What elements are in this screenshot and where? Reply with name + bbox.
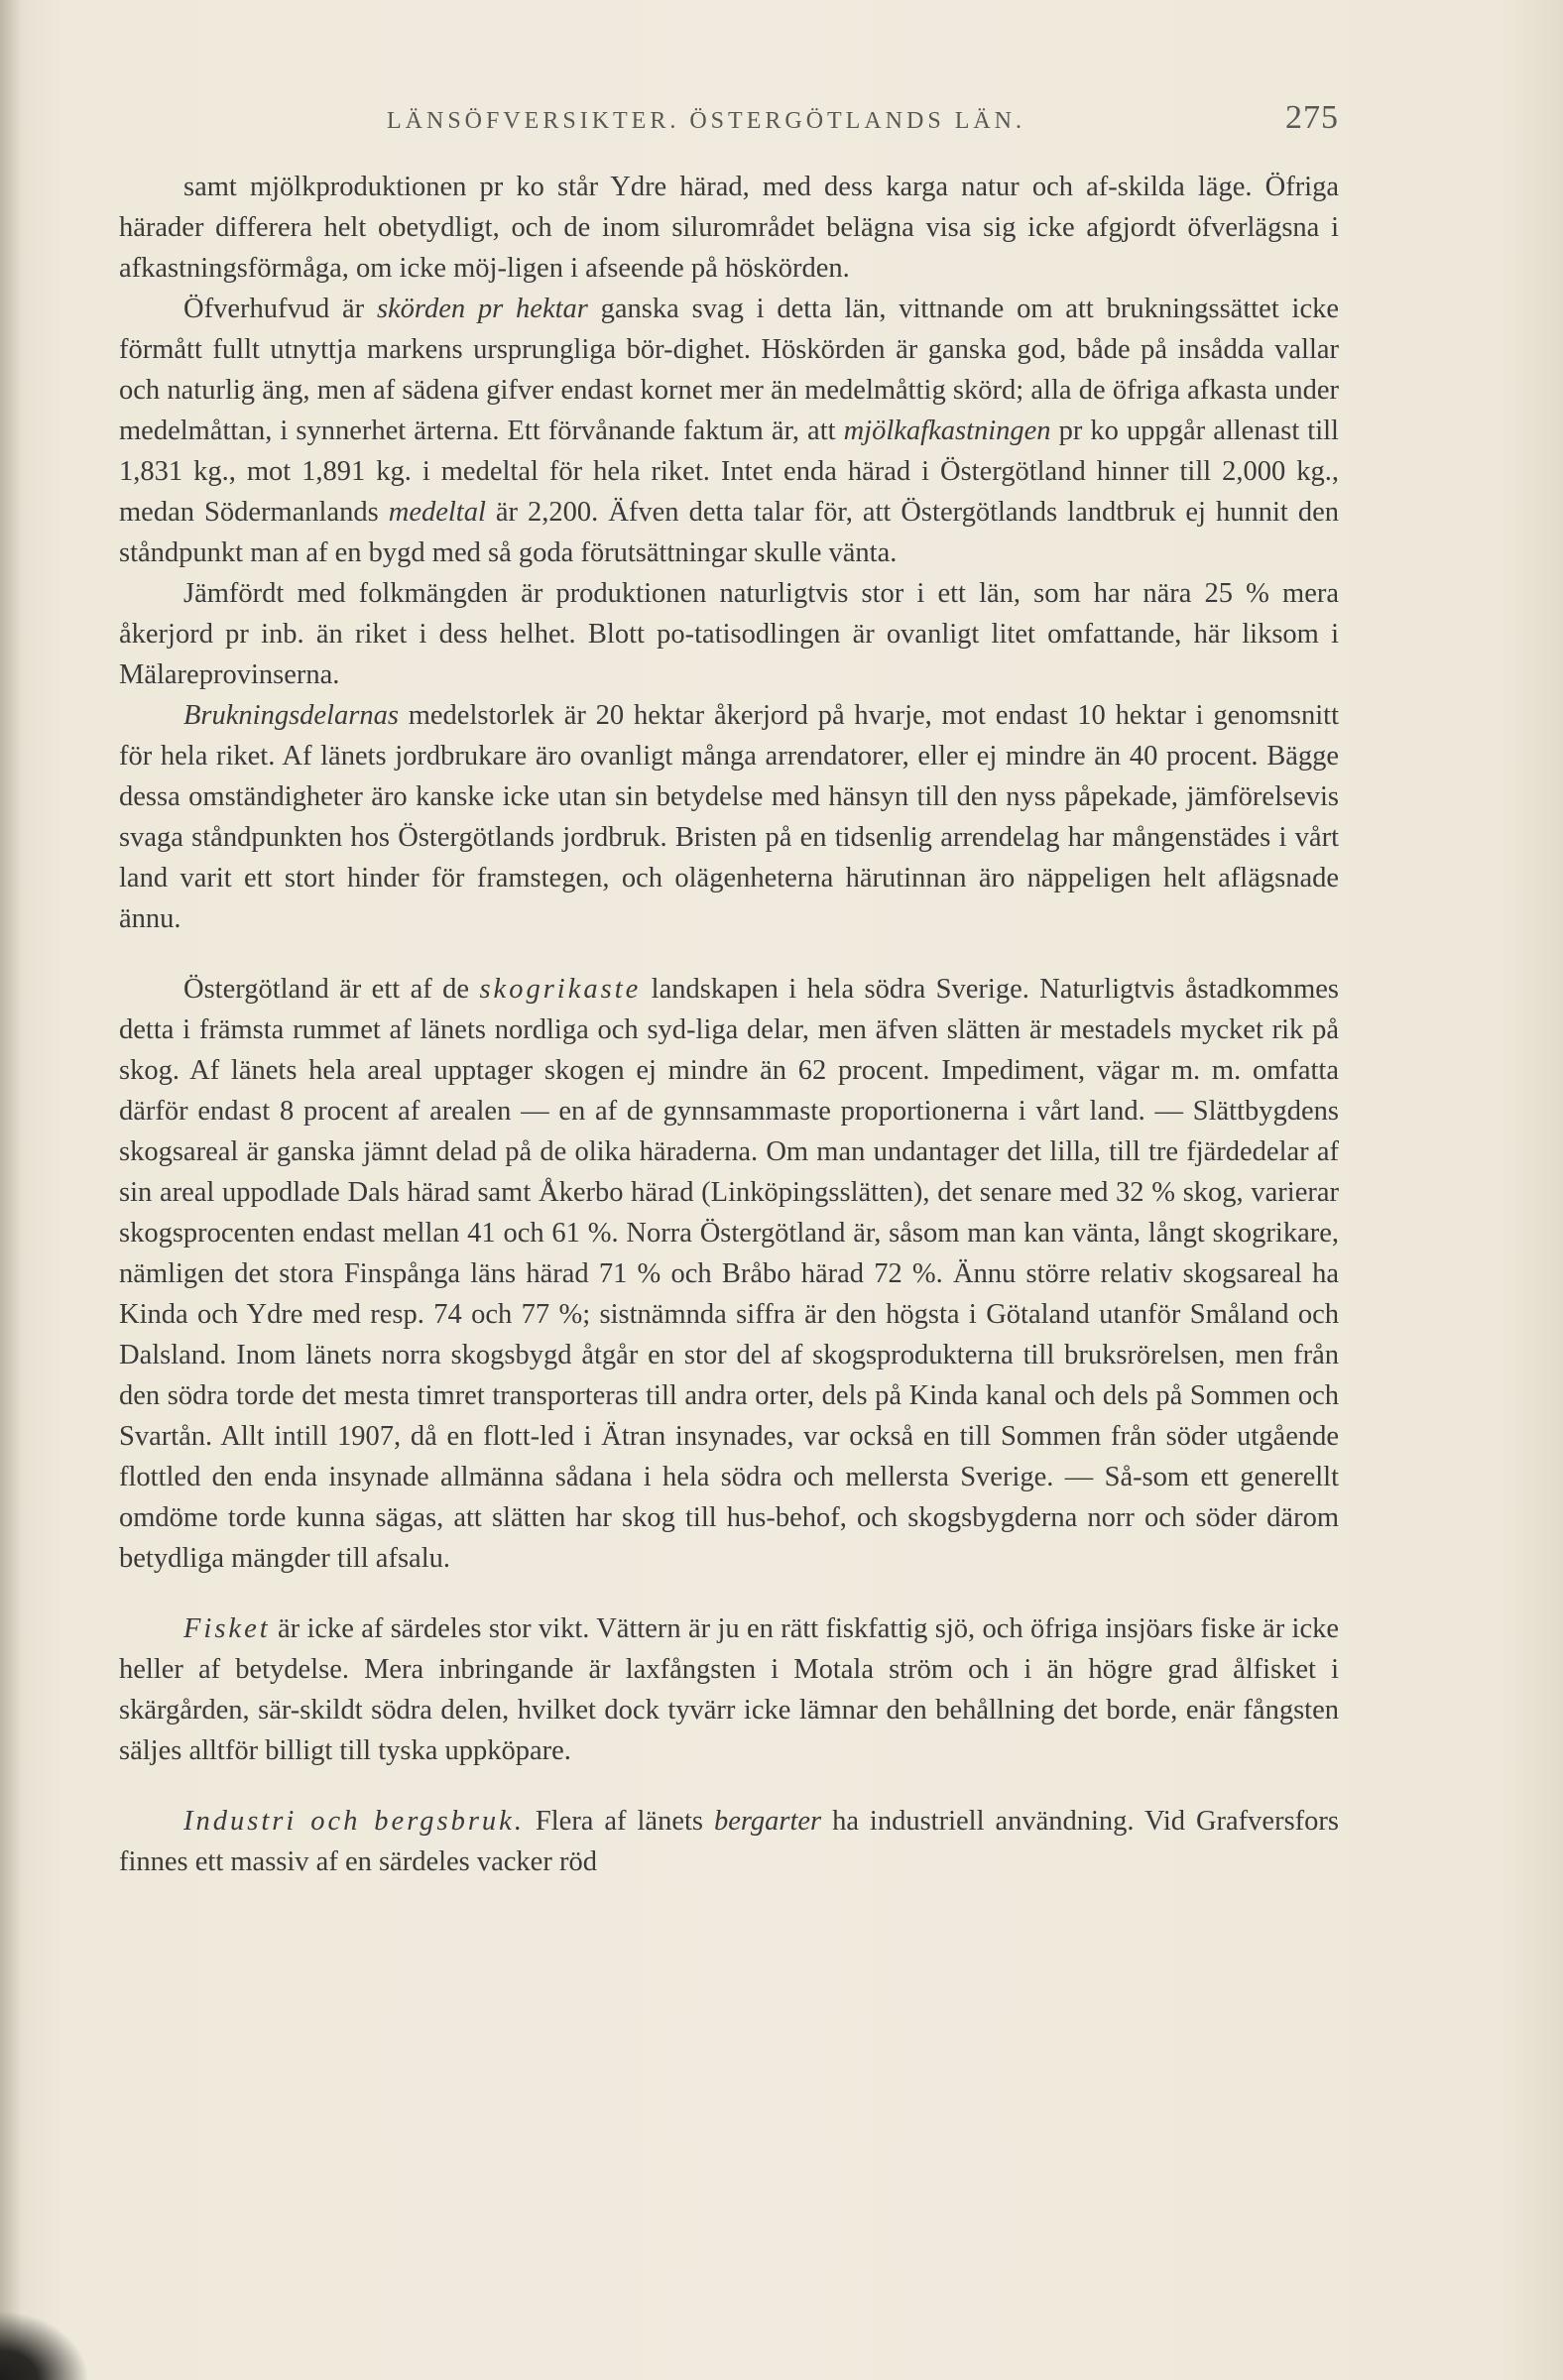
text-run: är 2,200. Äfven detta talar för, att Östergötlands landtbruk ej hunnit den ståndpunkt man af en bygd med så goda förutsättningar skulle vänta. xyxy=(119,497,1339,568)
text-run: Flera af länets xyxy=(524,1806,714,1837)
spaced-heading: Industri och bergsbruk. xyxy=(183,1806,525,1837)
running-head xyxy=(387,99,1339,139)
body-text xyxy=(119,167,1339,2338)
italic-term: medeltal xyxy=(388,497,486,528)
spaced-heading: skogrikaste xyxy=(479,974,642,1005)
text-run: pr ko uppgår allenast till 1,831 kg., mot 1,891 kg. i medeltal för hela riket. Intet enda härad i Östergötland hinner till 2,000 kg., medan Södermanlands xyxy=(119,416,1339,528)
text-run: Öfverhufvud är xyxy=(183,294,377,324)
text-run: ha industriell användning. Vid Grafversfors finnes ett massiv af en särdeles vacker röd xyxy=(119,1806,1339,1877)
text-run: Jämfördt med folkmängden är produktionen naturligtvis stor i ett län, som har nära 25 % mera åkerjord pr inb. än riket i dess helhet. Blott po-tatisodlingen är ovanligt litet omfattande, här liksom i Mälareprovinserna. xyxy=(119,578,1339,690)
paragraph xyxy=(119,167,1339,289)
paragraph xyxy=(119,1801,1339,1882)
italic-term: mjölkafkastningen xyxy=(843,416,1051,446)
italic-term: Brukningsdelarnas xyxy=(183,700,399,731)
text-run: samt mjölkproduktionen pr ko står Ydre härad, med dess karga natur och af-skilda läge. Öfriga härader differera helt obetydligt, och de inom silurområdet belägna visa sig icke afgjordt öfverlägsna i afkastningsförmåga, om icke möj-ligen i afseende på höskörden. xyxy=(119,172,1339,284)
paragraph xyxy=(119,1608,1339,1771)
text-run: ganska svag i detta län, vittnande om att brukningssättet icke förmått fullt utnyttja markens ursprungliga bör-dighet. Höskörden är ganska god, både på insådda vallar och naturlig äng, men af sädena gifver endast kornet mer än medelmåttig skörd; alla de öfriga afkasta under medelmåttan, i synnerhet ärterna. Ett förvånande faktum är, att xyxy=(119,294,1339,446)
italic-term: skörden pr hektar xyxy=(376,294,588,324)
italic-term: bergarter xyxy=(713,1806,822,1837)
scan-corner-shadow xyxy=(0,2311,89,2380)
page-number: 275 xyxy=(1285,99,1339,136)
paragraph xyxy=(119,573,1339,695)
running-head-title: LÄNSÖFVERSIKTER. ÖSTERGÖTLANDS LÄN. xyxy=(387,108,1026,134)
text-run: landskapen i hela södra Sverige. Naturligtvis åstadkommes detta i främsta rummet af länets nordliga och syd-liga delar, men äfven slätten är mestadels mycket rik på skog. Af länets hela areal upptager skogen ej mindre än 62 procent. Impediment, vägar m. m. omfatta därför endast 8 procent af arealen — en af de gynnsammaste proportionerna i vårt land. — Slättbygdens skogsareal är ganska jämnt delad på de olika häraderna. Om man undantager det lilla, till tre fjärdedelar af sin areal uppodlade Dals härad samt Åkerbo härad (Linköpingsslätten), det senare med 32 % skog, varierar skogsprocenten endast mellan 41 och 61 %. Norra Östergötland är, såsom man kan vänta, långt skogrikare, nämligen det stora Finspånga läns härad 71 % och Bråbo härad 72 %. Ännu större relativ skogsareal ha Kinda och Ydre med resp. 74 och 77 %; sistnämnda siffra är den högsta i Götaland utanför Småland och Dalsland. Inom länets norra skogsbygd åtgår en stor del af skogsprodukterna till bruksrörelsen, men från den södra torde det mesta timret transporteras till andra orter, dels på Kinda kanal och dels på Sommen och Svartån. Allt intill 1907, då en flott-led i Ätran insynades, var också en till Sommen från söder utgående flottled den enda insynade allmänna sådana i hela södra och mellersta Sverige. — Så-som ett generellt omdöme torde kunna sägas, att slätten har skog till hus-behof, och skogsbygderna norr och söder därom betydliga mängder till afsalu. xyxy=(119,974,1339,1574)
paragraph xyxy=(119,695,1339,939)
spaced-heading: Fisket xyxy=(183,1613,271,1644)
spine-shadow xyxy=(0,0,22,2380)
paragraph xyxy=(119,969,1339,1579)
text-run: Östergötland är ett af de xyxy=(183,974,480,1005)
text-run: är icke af särdeles stor vikt. Vättern är ju en rätt fiskfattig sjö, och öfriga insjöars fiske är icke heller af betydelse. Mera inbringande är laxfångsten i Motala ström och i än högre grad ålfisket i skärgården, sär-skildt södra delen, hvilket dock tyvärr icke lämnar den behållning det borde, enär fångsten säljes alltför billigt till tyska uppköpare. xyxy=(119,1613,1339,1766)
paragraph xyxy=(119,289,1339,573)
text-run: medelstorlek är 20 hektar åkerjord på hvarje, mot endast 10 hektar i genomsnitt för hela riket. Af länets jordbrukare äro ovanligt många arrendatorer, eller ej mindre än 40 procent. Bägge dessa omständigheter äro kanske icke utan sin betydelse med hänsyn till den nyss påpekade, jämförelsevis svaga ståndpunkten hos Östergötlands jordbruk. Bristen på en tidsenlig arrendelag har mångenstädes i vårt land varit ett stort hinder för framstegen, och olägenheterna härutinnan äro näppeligen helt aflägsnade ännu. xyxy=(119,700,1339,934)
